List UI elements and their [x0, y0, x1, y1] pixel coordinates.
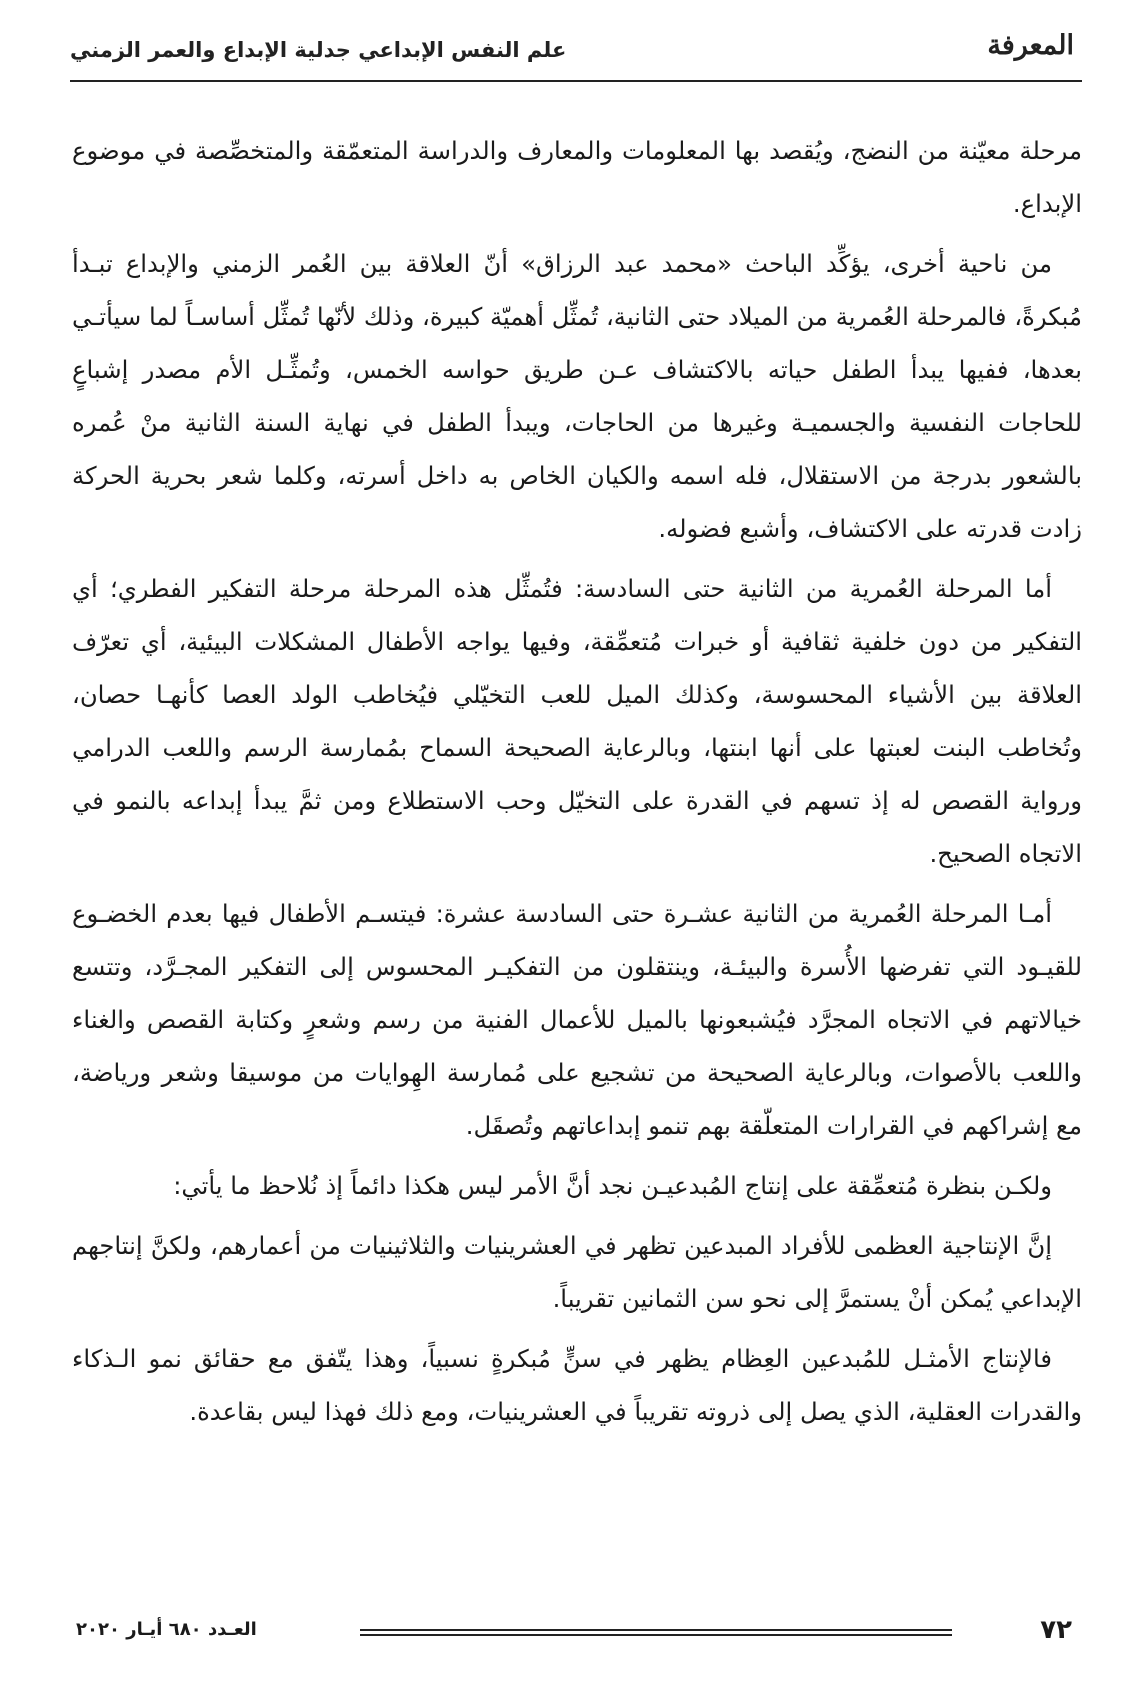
article-body — [72, 124, 1082, 1445]
page-footer — [70, 1615, 1082, 1653]
footer-divider — [360, 1629, 952, 1636]
magazine-logo: المعرفة — [987, 30, 1074, 61]
paragraph: أما المرحلة العُمرية من الثانية حتى السادسة: فتُمثِّل هذه المرحلة مرحلة التفكير الفطري؛ أي التفكير من دون خلفية ثقافية أو خبرات مُتعمِّقة، وفيها يواجه الأطفال المشكلات البيئية، أي تعرّف العلاقة بين الأشياء المحسوسة، وكذلك الميل للعب التخيّلي فيُخاطب الولد العصا كأنهـا حصان، وتُخاطب البنت لعبتها على أنها ابنتها، وبالرعاية الصحيحة السماح بمُمارسة الرسم واللعب الدرامي ورواية القصص له إذ تسهم في القدرة على التخيّل وحب الاستطلاع ومن ثمَّ يبدأ إبداعه بالنمو في الاتجاه الصحيح. — [72, 574, 1082, 868]
running-title: علم النفس الإبداعي جدلية الإبداع والعمر الزمني — [70, 38, 567, 62]
page-number: ٧٢ — [1040, 1615, 1072, 1645]
paragraph: إنَّ الإنتاجية العظمى للأفراد المبدعين تظهر في العشرينيات والثلاثينيات من أعمارهم، ولكنَّ إنتاجهم الإبداعي يُمكن أنْ يستمرَّ إلى نحو سن الثمانين تقريباً. — [72, 1231, 1082, 1313]
issue-info: العـدد ٦٨٠ أيـار ٢٠٢٠ — [76, 1619, 257, 1640]
paragraph: أمـا المرحلة العُمرية من الثانية عشـرة حتى السادسة عشرة: فيتسـم الأطفال فيها بعدم الخضـوع للقيـود التي تفرضها الأُسرة والبيئـة، وينتقلون من التفكيـر المحسوس إلى التفكير المجـرَّد، وتتسع خيالاتهم في الاتجاه المجرَّد فيُشبعونها بالميل للأعمال الفنية من رسم وشعرٍ وكتابة القصص والغناء واللعب بالأصوات، وبالرعاية الصحيحة من تشجيع على مُمارسة الهِوايات من موسيقا وشعر ورياضة، مع إشراكهم في القرارات المتعلّقة بهم تنمو إبداعاتهم وتُصقَل. — [72, 899, 1082, 1140]
paragraph: من ناحية أخرى، يؤكِّد الباحث «محمد عبد الرزاق» أنّ العلاقة بين العُمر الزمني والإبداع تبـدأ مُبكرةً، فالمرحلة العُمرية من الميلاد حتى الثانية، تُمثِّل أهميّة كبيرة، وذلك لأنّها تُمثِّل أساسـاً لما سيأتـي بعدها، ففيها يبدأ الطفل حياته بالاكتشاف عـن طريق حواسه الخمس، وتُمثِّـل الأم مصدر إشباعٍ للحاجات النفسية والجسميـة وغيرها من الحاجات، ويبدأ الطفل في نهاية السنة الثانية منْ عُمره بالشعور بدرجة من الاستقلال، فله اسمه والكيان الخاص به داخل أسرته، وكلما شعر بحرية الحركة زادت قدرته على الاكتشاف، وأشبع فضوله. — [72, 249, 1082, 543]
paragraph: ولكـن بنظرة مُتعمِّقة على إنتاج المُبدعيـن نجد أنَّ الأمر ليس هكذا دائماً إذ نُلاحظ ما يأتي: — [173, 1171, 1052, 1200]
paragraph: مرحلة معيّنة من النضج، ويُقصد بها المعلومات والمعارف والدراسة المتعمّقة والمتخصِّصة في موضوع الإبداع. — [72, 136, 1082, 218]
page-header — [70, 22, 1082, 82]
paragraph: فالإنتاج الأمثـل للمُبدعين العِظام يظهر في سنٍّ مُبكرةٍ نسبياً، وهذا يتّفق مع حقائق نمو الـذكاء والقدرات العقلية، الذي يصل إلى ذروته تقريباً في العشرينيات، ومع ذلك فهذا ليس بقاعدة. — [72, 1344, 1082, 1426]
